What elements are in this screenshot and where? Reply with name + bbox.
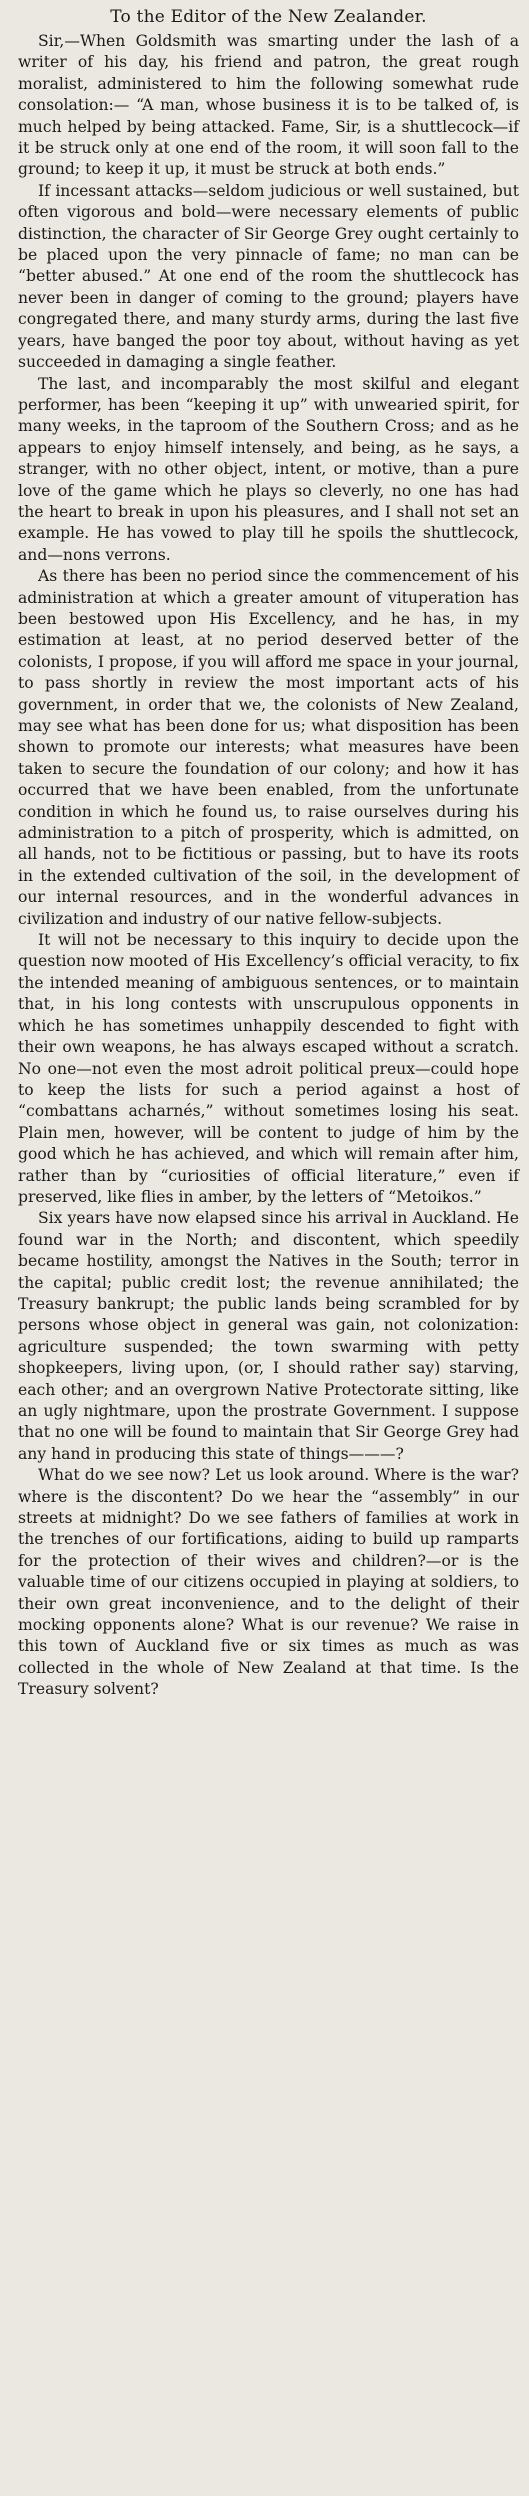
paragraph-2: If incessant attacks—seldom judicious or well sustained, but often vigorous and bold—were necessary elements of public distinction, the character of Sir George Grey ought certainly to be placed upon the very pinnacle of fame; no man can be “better abused.” At one end of the room the shuttlecock has never been in danger of coming to the ground; players have congregated there, and many sturdy arms, during the last five years, have banged the poor toy about, without having as yet succeeded in damaging a single feather. — [18, 181, 519, 372]
letter-headline: To the Editor of the New Zealander. — [110, 7, 427, 27]
paragraph-3: The last, and incomparably the most skilful and elegant performer, has been “keeping it up” with unwearied spirit, for many weeks, in the taproom of the Southern Cross; and as he appears to enjoy himself intensely, and being, as he says, a stranger, with no other object, intent, or motive, than a pure love of the game which he plays so cleverly, no one has had the heart to break in upon his pleasures, and I shall not set an example. He has vowed to play till he spoils the shuttlecock, and—nons verrons. — [18, 374, 519, 564]
paragraph-7: What do we see now? Let us look around. Where is the war? where is the discontent? Do we hear the “assembly” in our streets at midnight? Do we see fathers of families at work in the trenches of our fortifications, aiding to build up ramparts for the protection of their wives and children?—or is the valuable time of our citizens occupied in playing at soldiers, to their own great inconvenience, and to the delight of their mocking opponents alone? What is our revenue? We raise in this town of Auckland five or six times as much as was collected in the whole of New Zealand at that time. Is the Treasury solvent? — [18, 1466, 519, 1699]
paragraph-4: As there has been no period since the commencement of his administration at which a greater amount of vituperation has been bestowed upon His Excellency, and he has, in my estimation at least, at no period deserved better of the colonists, I propose, if you will afford me space in your journal, to pass shortly in review the most important acts of his government, in order that we, the colonists of New Zealand, may see what has been done for us; what disposition has been shown to promote our interests; what measures have been taken to secure the foundation of our colony; and how it has occurred that we have been enabled, from the unfortunate condition in which he found us, to raise ourselves during his administration to a pitch of prosperity, which is admitted, on all hands, not to be fictitious or passing, but to have its roots in the extended cultivation of the soil, in the development of our internal resources, and in the wonderful advances in civilization and industry of our native fellow-subjects. — [18, 567, 519, 928]
letter-body — [18, 31, 519, 1701]
paragraph-6: Six years have now elapsed since his arrival in Auckland. He found war in the North; and discontent, which speedily became hostility, amongst the Natives in the South; terror in the capital; public credit lost; the revenue annihilated; the Treasury bankrupt; the public lands being scrambled for by persons whose object in general was gain, not colonization: agriculture suspended; the town swarming with petty shopkeepers, living upon, (or, I should rather say) starving, each other; and an overgrown Native Protectorate sitting, like an ugly nightmare, upon the prostrate Government. I suppose that no one will be found to maintain that Sir George Grey had any hand in producing this state of things———? — [18, 1209, 519, 1463]
paragraph-1: Sir,—When Goldsmith was smarting under the lash of a writer of his day, his friend and patron, the great rough moralist, administered to him the following somewhat rude consolation:— “A man, whose business it is to be talked of, is much helped by being attacked. Fame, Sir, is a shuttlecock—if it be struck only at one end of the room, it will soon fall to the ground; to keep it up, it must be struck at both ends.” — [18, 32, 519, 179]
paragraph-5: It will not be necessary to this inquiry to decide upon the question now mooted of His Excellency’s official veracity, to fix the intended meaning of ambiguous sentences, or to maintain that, in his long contests with unscrupulous opponents in which he has sometimes unhappily descended to fight with their own weapons, he has always escaped without a scratch. No one—not even the most adroit political preux—could hope to keep the lists for such a period against a host of “combattans acharnés,” without sometimes losing his seat. Plain men, however, will be content to judge of him by the good which he has achieved, and which will remain after him, rather than by “curiosities of official literature,” even if preserved, like flies in amber, by the letters of “Metoikos.” — [18, 931, 519, 1206]
